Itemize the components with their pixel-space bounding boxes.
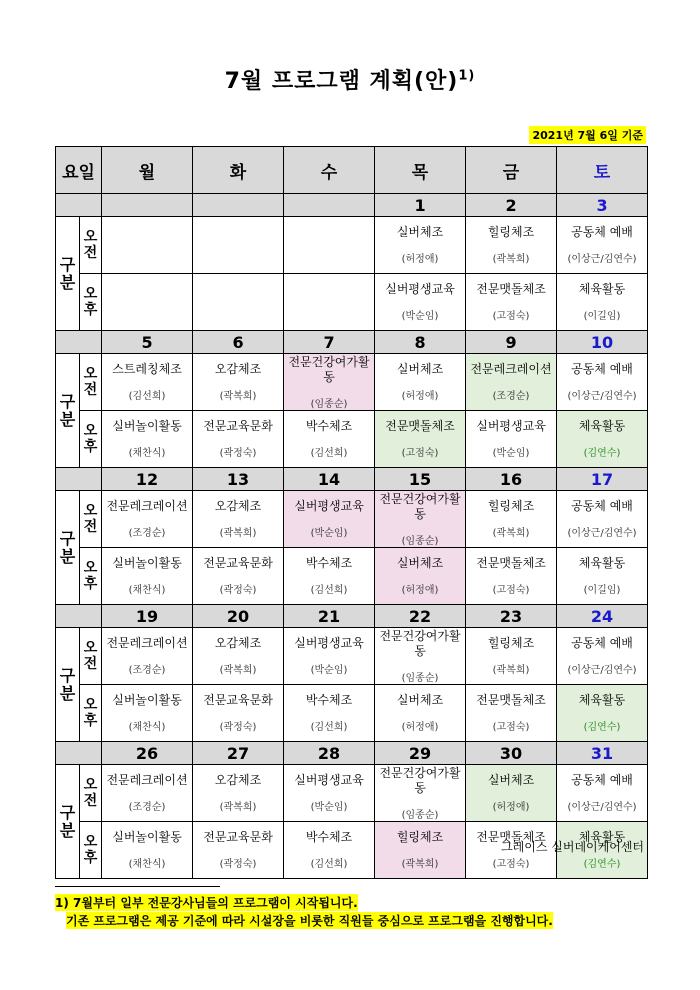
event-cell (193, 685, 284, 742)
event-cell (102, 354, 193, 411)
header-yoil: 요일 (56, 147, 102, 194)
instructor-name: (채찬식) (128, 722, 166, 733)
date-cell: 7 (284, 331, 375, 354)
date-cell: 27 (193, 742, 284, 765)
date-cell (102, 194, 193, 217)
event-cell (375, 548, 466, 605)
instructor-name: (고점숙) (492, 859, 530, 870)
pm-row (56, 685, 648, 742)
date-cell (284, 194, 375, 217)
date-row (56, 742, 648, 765)
event-cell (284, 411, 375, 468)
activity-name: 공동체 예배 (571, 225, 633, 239)
title-footnote-marker: 1) (458, 68, 476, 84)
event-cell (284, 274, 375, 331)
instructor-name: (박순임) (401, 311, 439, 322)
event-cell (375, 491, 466, 548)
instructor-name: (박순임) (492, 448, 530, 459)
event-cell (193, 765, 284, 822)
activity-name: 공동체 예배 (571, 773, 633, 787)
instructor-name: (김선희) (310, 722, 348, 733)
instructor-name: (임종순) (401, 809, 439, 821)
activity-name: 스트레칭체조 (112, 362, 182, 376)
event-cell (102, 491, 193, 548)
event-cell (557, 628, 648, 685)
event-cell (102, 685, 193, 742)
date-cell: 12 (102, 468, 193, 491)
activity-name: 전문레크레이션 (106, 636, 188, 650)
header-sat: 토 (557, 147, 648, 194)
activity-name: 전문레크레이션 (106, 499, 188, 513)
pm-label: 오 후 (80, 822, 102, 879)
activity-name: 오감체조 (214, 499, 262, 513)
event-cell (466, 685, 557, 742)
instructor-name: (곽복희) (219, 665, 257, 676)
event-cell (284, 491, 375, 548)
date-row (56, 605, 648, 628)
gubun-label: 구 분 (56, 491, 80, 605)
instructor-name: (박순임) (310, 528, 348, 539)
am-row (56, 628, 648, 685)
activity-name: 공동체 예배 (571, 636, 633, 650)
date-cell: 6 (193, 331, 284, 354)
instructor-name: (채찬식) (128, 585, 166, 596)
header-wed: 수 (284, 147, 375, 194)
activity-name: 전문건강여가활동 (379, 765, 461, 795)
date-row-spacer (56, 468, 102, 491)
date-row (56, 331, 648, 354)
date-cell: 21 (284, 605, 375, 628)
event-cell (375, 628, 466, 685)
event-cell (466, 765, 557, 822)
instructor-name: (허정애) (401, 254, 439, 265)
event-cell (557, 491, 648, 548)
event-cell (284, 354, 375, 411)
event-cell (466, 411, 557, 468)
event-cell (557, 274, 648, 331)
event-cell (193, 354, 284, 411)
event-cell (284, 765, 375, 822)
date-cell: 15 (375, 468, 466, 491)
activity-name: 공동체 예배 (571, 499, 633, 513)
activity-name: 오감체조 (214, 773, 262, 787)
activity-name: 실버체조 (396, 556, 444, 570)
activity-name: 전문맷돌체조 (476, 556, 546, 570)
event-cell (466, 274, 557, 331)
activity-name: 힐링체조 (487, 499, 535, 513)
event-cell (557, 411, 648, 468)
am-label: 오 전 (80, 491, 102, 548)
gubun-label: 구 분 (56, 765, 80, 879)
instructor-name: (박순임) (310, 665, 348, 676)
activity-name: 실버놀이활동 (112, 419, 182, 433)
instructor-name: (고점숙) (401, 448, 439, 459)
am-row (56, 354, 648, 411)
date-cell: 14 (284, 468, 375, 491)
schedule-table (55, 146, 648, 879)
event-cell (102, 628, 193, 685)
event-cell (557, 765, 648, 822)
gubun-label: 구 분 (56, 354, 80, 468)
date-cell: 17 (557, 468, 648, 491)
activity-name: 실버놀이활동 (112, 556, 182, 570)
event-cell (466, 491, 557, 548)
instructor-name: (임종순) (401, 672, 439, 684)
am-row (56, 765, 648, 822)
event-cell (375, 822, 466, 879)
event-cell (102, 822, 193, 879)
am-label: 오 전 (80, 354, 102, 411)
pm-label: 오 후 (80, 274, 102, 331)
instructor-name: (임종순) (401, 535, 439, 547)
instructor-name: (허정애) (492, 802, 530, 813)
event-cell (193, 274, 284, 331)
date-cell: 16 (466, 468, 557, 491)
date-cell: 28 (284, 742, 375, 765)
activity-name: 실버평생교육 (294, 773, 364, 787)
header-tue: 화 (193, 147, 284, 194)
date-cell: 23 (466, 605, 557, 628)
footnote-1: 1) 7월부터 일부 전문강사님들의 프로그램이 시작됩니다. (55, 896, 358, 910)
activity-name: 전문건강여가활동 (379, 628, 461, 658)
event-cell (375, 217, 466, 274)
date-row-spacer (56, 742, 102, 765)
instructor-name: (이길임) (583, 585, 621, 596)
activity-name: 전문레크레이션 (470, 362, 552, 376)
am-row (56, 217, 648, 274)
activity-name: 체육활동 (578, 556, 626, 570)
instructor-name: (허정애) (401, 585, 439, 596)
pm-row (56, 274, 648, 331)
event-cell (102, 548, 193, 605)
activity-name: 실버평생교육 (385, 282, 455, 296)
event-cell (102, 765, 193, 822)
instructor-name: (김선희) (128, 391, 166, 402)
activity-name: 실버체조 (396, 693, 444, 707)
instructor-name: (김선희) (310, 448, 348, 459)
activity-name: 전문교육문화 (203, 556, 273, 570)
date-cell: 19 (102, 605, 193, 628)
instructor-name: (채찬식) (128, 859, 166, 870)
date-cell: 8 (375, 331, 466, 354)
event-cell (193, 491, 284, 548)
instructor-name: (조경순) (128, 665, 166, 676)
gubun-label: 구 분 (56, 217, 80, 331)
event-cell (102, 217, 193, 274)
event-cell (375, 765, 466, 822)
instructor-name: (채찬식) (128, 448, 166, 459)
activity-name: 전문건강여가활동 (288, 354, 370, 384)
activity-name: 체육활동 (578, 282, 626, 296)
instructor-name: (곽복희) (219, 528, 257, 539)
date-cell: 2 (466, 194, 557, 217)
date-reference: 2021년 7월 6일 기준 (529, 126, 646, 144)
activity-name: 체육활동 (578, 419, 626, 433)
instructor-name: (조경순) (128, 528, 166, 539)
activity-name: 실버체조 (396, 225, 444, 239)
event-cell (375, 274, 466, 331)
activity-name: 전문교육문화 (203, 419, 273, 433)
gubun-label: 구 분 (56, 628, 80, 742)
instructor-name: (고점숙) (492, 722, 530, 733)
instructor-name: (김선희) (310, 585, 348, 596)
event-cell (102, 274, 193, 331)
header-row (56, 147, 648, 194)
activity-name: 박수체조 (305, 419, 353, 433)
instructor-name: (곽정숙) (219, 448, 257, 459)
event-cell (102, 411, 193, 468)
pm-row (56, 548, 648, 605)
activity-name: 오감체조 (214, 636, 262, 650)
activity-name: 오감체조 (214, 362, 262, 376)
pm-label: 오 후 (80, 685, 102, 742)
pm-row (56, 411, 648, 468)
event-cell (193, 628, 284, 685)
instructor-name: (곽복희) (492, 254, 530, 265)
activity-name: 실버평생교육 (294, 636, 364, 650)
pm-label: 오 후 (80, 548, 102, 605)
event-cell (557, 217, 648, 274)
instructor-name: (곽정숙) (219, 585, 257, 596)
activity-name: 힐링체조 (487, 636, 535, 650)
date-cell: 5 (102, 331, 193, 354)
activity-name: 박수체조 (305, 830, 353, 844)
date-row-spacer (56, 331, 102, 354)
activity-name: 박수체조 (305, 693, 353, 707)
instructor-name: (박순임) (310, 802, 348, 813)
date-cell: 10 (557, 331, 648, 354)
instructor-name: (임종순) (310, 398, 348, 410)
activity-name: 전문건강여가활동 (379, 491, 461, 521)
event-cell (284, 628, 375, 685)
event-cell (375, 411, 466, 468)
date-cell: 22 (375, 605, 466, 628)
date-cell: 30 (466, 742, 557, 765)
date-cell: 3 (557, 194, 648, 217)
instructor-name: (이상근/김연수) (567, 528, 637, 539)
event-cell (375, 685, 466, 742)
activity-name: 체육활동 (578, 693, 626, 707)
instructor-name: (김연수) (583, 448, 621, 459)
event-cell (466, 548, 557, 605)
header-mon: 월 (102, 147, 193, 194)
date-row-spacer (56, 194, 102, 217)
instructor-name: (조경순) (492, 391, 530, 402)
activity-name: 전문교육문화 (203, 830, 273, 844)
date-cell: 20 (193, 605, 284, 628)
instructor-name: (곽복희) (219, 802, 257, 813)
event-cell (557, 685, 648, 742)
activity-name: 실버체조 (487, 773, 535, 787)
date-cell: 1 (375, 194, 466, 217)
instructor-name: (곽복희) (492, 528, 530, 539)
center-name: 그레이스 실버데이케어센터 (501, 840, 644, 854)
activity-name: 전문맷돌체조 (476, 830, 546, 844)
instructor-name: (곽복희) (219, 391, 257, 402)
activity-name: 전문맷돌체조 (476, 282, 546, 296)
date-row-spacer (56, 605, 102, 628)
activity-name: 박수체조 (305, 556, 353, 570)
activity-name: 전문맷돌체조 (385, 419, 455, 433)
instructor-name: (곽정숙) (219, 859, 257, 870)
footnote-divider (55, 886, 220, 887)
instructor-name: (이상근/김연수) (567, 254, 637, 265)
instructor-name: (곽복희) (492, 665, 530, 676)
event-cell (193, 548, 284, 605)
activity-name: 실버놀이활동 (112, 830, 182, 844)
instructor-name: (고점숙) (492, 311, 530, 322)
instructor-name: (김선희) (310, 859, 348, 870)
footnote-2: 기존 프로그램은 제공 기준에 따라 시설장을 비롯한 직원들 중심으로 프로그램을 진행합니다. (66, 914, 553, 928)
event-cell (193, 411, 284, 468)
event-cell (193, 217, 284, 274)
instructor-name: (이상근/김연수) (567, 802, 637, 813)
event-cell (375, 354, 466, 411)
date-cell (193, 194, 284, 217)
am-label: 오 전 (80, 217, 102, 274)
event-cell (284, 685, 375, 742)
instructor-name: (곽정숙) (219, 722, 257, 733)
activity-name: 체육활동 (578, 830, 626, 844)
instructor-name: (이상근/김연수) (567, 391, 637, 402)
date-cell: 31 (557, 742, 648, 765)
instructor-name: (곽복희) (401, 859, 439, 870)
header-fri: 금 (466, 147, 557, 194)
instructor-name: (김연수) (583, 722, 621, 733)
am-row (56, 491, 648, 548)
activity-name: 공동체 예배 (571, 362, 633, 376)
title-text: 7월 프로그램 계획(안) (224, 69, 459, 94)
event-cell (284, 217, 375, 274)
date-row (56, 468, 648, 491)
event-cell (284, 548, 375, 605)
date-cell: 26 (102, 742, 193, 765)
instructor-name: (김연수) (583, 859, 621, 870)
activity-name: 전문레크레이션 (106, 773, 188, 787)
event-cell (466, 354, 557, 411)
instructor-name: (이길임) (583, 311, 621, 322)
instructor-name: (조경순) (128, 802, 166, 813)
date-cell: 9 (466, 331, 557, 354)
activity-name: 전문교육문화 (203, 693, 273, 707)
date-cell: 29 (375, 742, 466, 765)
date-row (56, 194, 648, 217)
activity-name: 힐링체조 (487, 225, 535, 239)
event-cell (193, 822, 284, 879)
activity-name: 실버평생교육 (476, 419, 546, 433)
event-cell (284, 822, 375, 879)
activity-name: 실버놀이활동 (112, 693, 182, 707)
event-cell (466, 217, 557, 274)
instructor-name: (고점숙) (492, 585, 530, 596)
activity-name: 전문맷돌체조 (476, 693, 546, 707)
date-cell: 13 (193, 468, 284, 491)
instructor-name: (허정애) (401, 391, 439, 402)
instructor-name: (이상근/김연수) (567, 665, 637, 676)
instructor-name: (허정애) (401, 722, 439, 733)
am-label: 오 전 (80, 765, 102, 822)
activity-name: 실버체조 (396, 362, 444, 376)
event-cell (466, 628, 557, 685)
page-title (0, 64, 700, 95)
event-cell (557, 354, 648, 411)
event-cell (557, 548, 648, 605)
activity-name: 실버평생교육 (294, 499, 364, 513)
pm-label: 오 후 (80, 411, 102, 468)
am-label: 오 전 (80, 628, 102, 685)
activity-name: 힐링체조 (396, 830, 444, 844)
date-cell: 24 (557, 605, 648, 628)
schedule-body (56, 194, 648, 879)
header-thu: 목 (375, 147, 466, 194)
